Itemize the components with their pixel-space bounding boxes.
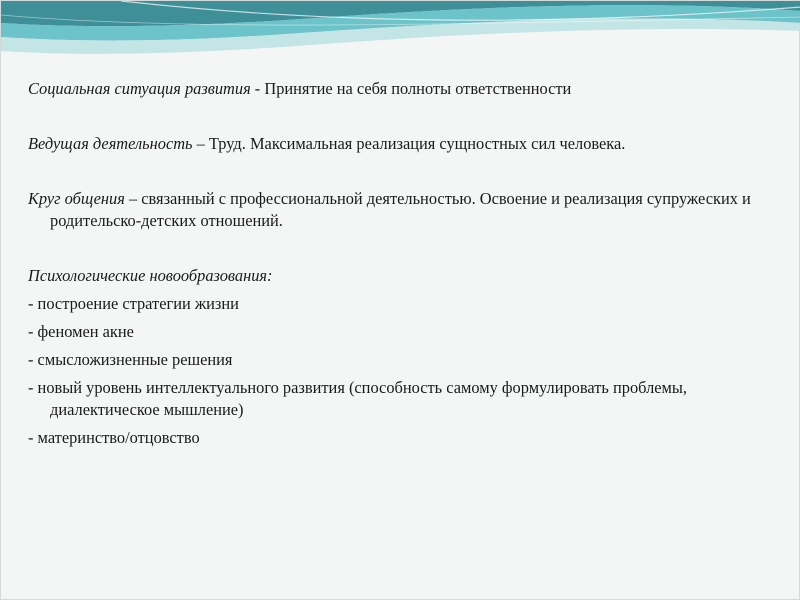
social-situation-text: - Принятие на себя полноты ответственности: [250, 79, 572, 98]
slide-body: [28, 78, 768, 449]
leading-activity-paragraph: [28, 133, 768, 155]
social-circle-term: Круг общения: [28, 189, 125, 208]
leading-activity-term: Ведущая деятельность: [28, 134, 193, 153]
list-item: - смысложизненные решения: [28, 350, 233, 369]
list-item: - новый уровень интеллектуального развития (способность самому формулировать проблемы, диалектическое мышление): [28, 378, 688, 419]
list-item: - материнство/отцовство: [28, 428, 200, 447]
social-circle-text: – связанный с профессиональной деятельностью. Освоение и реализация супружеских и родительско-детских отношений.: [50, 189, 751, 230]
social-circle-paragraph: [28, 188, 768, 232]
social-situation-term: Социальная ситуация развития: [28, 79, 251, 98]
social-situation-paragraph: [28, 78, 768, 100]
top-wave-decoration: [1, 1, 800, 71]
list-item: - феномен акне: [28, 322, 134, 341]
neoformations-heading: Психологические новообразования:: [28, 266, 273, 285]
leading-activity-text: – Труд. Максимальная реализация сущностных сил человека.: [192, 134, 626, 153]
list-item: - построение стратегии жизни: [28, 294, 239, 313]
